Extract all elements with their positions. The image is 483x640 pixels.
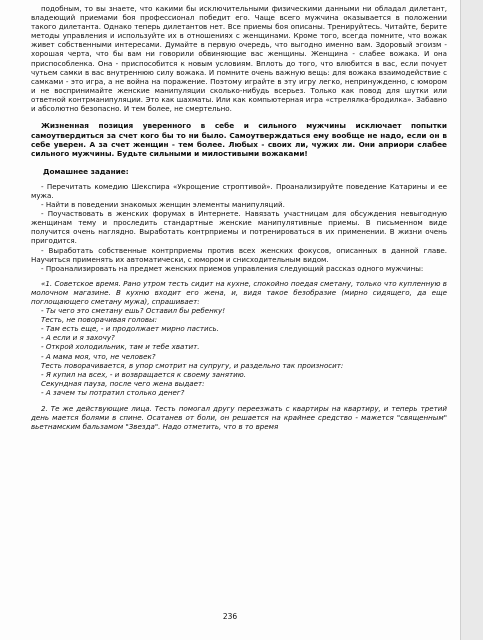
dialogue-line: Тесть поворачивается, в упор смотрит на супругу, и раздельно так произносит: — [41, 360, 344, 370]
task-item: - Найти в поведении знакомых женщин элементы манипуляций. — [41, 200, 285, 210]
task-list — [31, 182, 447, 273]
homework-title: Домашнее задание: — [43, 166, 129, 176]
viewer-side-panel — [460, 0, 483, 640]
dialogue-line: - Там есть еще, - и продолжает мирно пастись. — [41, 324, 219, 334]
story-part-2: 2. Те же действующие лица. Тесть помогал другу переезжать с квартиры на квартиру, и теперь третий день мается болями в спине. Осатанев от боли, он решается на крайнее средство - мажется "священным" вьетнамским бальзамом "Звезда". Надо отметить, что в то время — [31, 404, 447, 432]
dialogue-line: Тесть, не поворачивая головы: — [41, 315, 157, 325]
task-item: - Перечитать комедию Шекспира «Укрощение строптивой». Проанализируйте поведение Катарины и ее мужа. — [31, 181, 447, 200]
dialogue-line: - Открой холодильник, там и тебе хватит. — [41, 342, 200, 352]
dialogue-line: - Я купил на всех, - и возвращается к своему занятию. — [41, 369, 246, 379]
page-number: 236 — [222, 612, 238, 621]
dialogue-line: - А мама моя, что, не человек? — [41, 351, 156, 361]
story-part-1: «1. Советское время. Рано утром тесть сидит на кухне, спокойно поедая сметану, только что купленную в молочном магазине. В кухню входит его жена, и, видя такое безобразие (мирно сидящего, да еще поглощающего сметану мужа), спрашивает: — [31, 278, 447, 306]
task-item: - Поучаствовать в женских форумах в Интернете. Навязать участницам для обсуждения невыгодную женщинам тему и проследить стандартные женские манипулятивные приемы. В письменном виде получится очень наглядно. Выработать контрприемы и потренироваться в их применении. В жизни очень пригодится. — [31, 209, 447, 246]
intro-paragraph: подобным, то вы знаете, что какими бы исключительными физическими данными ни обладал дилетант, владеющий приемами боя профессионал победит его. Чаще всего мужчина оказывается в положении такого дилетанта. Однако теперь дилетантов нет. Все приемы боя описаны. Тренируйтесь. Читайте, берите методы управления и используйте их в отношениях с женщинами. Кроме того, всегда помните, что вожак живет собственными интересами. Думайте в первую очередь, что выгодно именно вам. Здоровый эгоизм - хорошая черта, что бы вам ни говорили обвиняющие вас женщины. Женщина - слабее вожака. И она приспособленка. Она - приспособится к новым условиям. Вплоть до того, что влюбится в вас, если почует чутьем самки в вас внутреннюю силу вожака. И помните очень важную вещь: для вожака взаимодействие с самками - это игра, а не война на поражение. Поэтому играйте в эту игру легко, непринужденно, с юмором и не воспринимайте женские манипуляции сколько-нибудь всерьез. Только как повод для шутки или ответной контрманипуляции. Это как шахматы. Или как компьютерная игра «стрелялка-бродилка». Забавно и абсолютно безопасно. И тем более, не смертельно. — [31, 4, 447, 114]
dialogue-line: - А если и я захочу? — [41, 333, 115, 343]
story-quote — [31, 279, 447, 432]
dialogue-line: Секундная пауза, после чего жена выдает: — [41, 378, 205, 388]
dialogue-line: - А зачем ты потратил столько денег? — [41, 387, 185, 397]
bold-paragraph: Жизненная позиция уверенного в себе и сильного мужчины исключает попытки самоутвердиться за счет кого бы то ни было. Самоутверждаться ему вообще не надо, если он в себе уверен. А за счет женщин - тем более. Любых - своих ли, чужих ли. Они априори слабее сильного мужчины. Будьте сильными и милостивыми вожаками! — [31, 121, 447, 159]
task-item: - Проанализировать на предмет женских приемов управления следующий рассказ одного мужчины: — [41, 263, 424, 273]
page-content — [31, 4, 447, 431]
task-item: - Выработать собственные контрприемы против всех женских фокусов, описанных в данной главе. Научиться применять их автоматически, с юмором и снисходительным видом. — [31, 245, 447, 264]
dialogue-line: - Ты чего это сметану ешь? Оставил бы ребенку! — [41, 306, 226, 316]
